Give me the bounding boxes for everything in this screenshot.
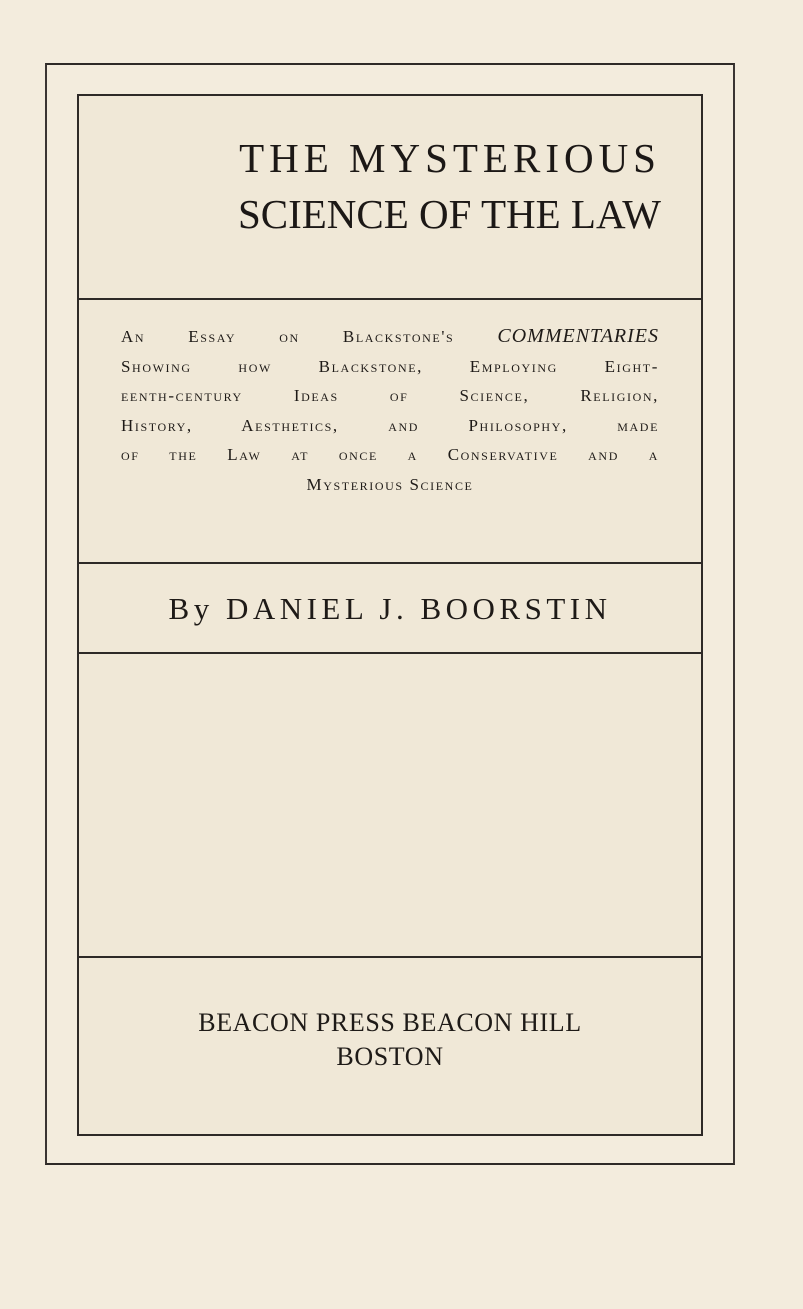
description-emphasis: COMMENTARIES <box>497 325 659 347</box>
description-line: Mysterious Science <box>306 474 474 494</box>
publisher-line-2: BOSTON <box>336 1042 444 1071</box>
publisher-imprint <box>79 1006 701 1086</box>
description-line <box>121 322 659 352</box>
title-line-2: SCIENCE OF THE LAW <box>237 191 661 237</box>
description-paragraph <box>79 322 701 499</box>
divider-after-title <box>77 298 703 300</box>
divider-after-author <box>77 652 703 654</box>
description-line: Showing how Blackstone, Employing Eight- <box>121 356 659 376</box>
book-title <box>79 130 701 270</box>
publisher-line-1: BEACON PRESS BEACON HILL <box>198 1008 582 1037</box>
title-line-1: THE MYSTERIOUS <box>239 135 661 181</box>
description-line: History, Aesthetics, and Philosophy, made <box>121 415 659 435</box>
subtitle-description <box>79 322 701 542</box>
description-line: of the Law at once a Conservative and a <box>121 445 659 464</box>
description-line: eenth-century Ideas of Science, Religion, <box>121 386 659 405</box>
divider-after-description <box>77 562 703 564</box>
description-text: An Essay on Blackstone's <box>121 327 498 346</box>
author-line: By DANIEL J. BOORSTIN <box>168 591 612 626</box>
divider-before-publisher <box>77 956 703 958</box>
